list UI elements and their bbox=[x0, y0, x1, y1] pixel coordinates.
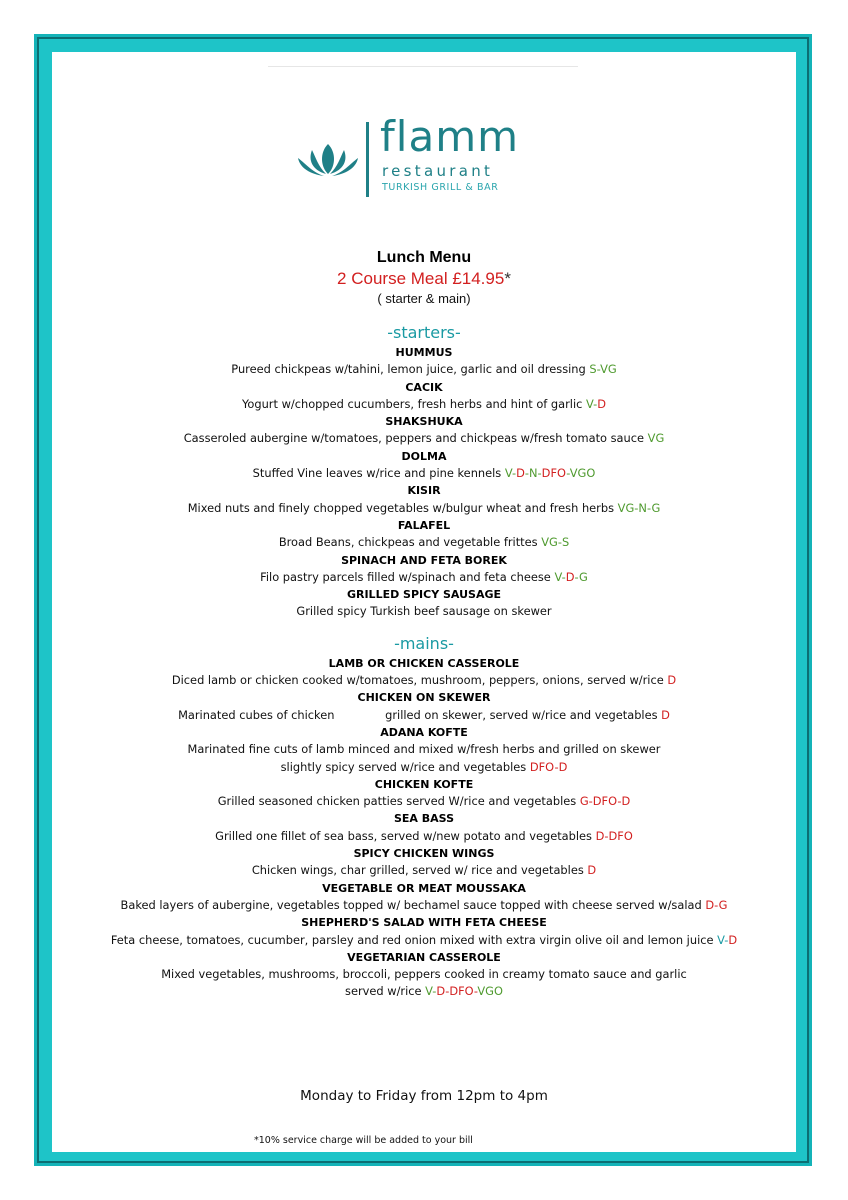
service-charge-note: *10% service charge will be added to your bill bbox=[254, 1135, 473, 1146]
dietary-code: D bbox=[661, 707, 670, 722]
dietary-code: - bbox=[596, 362, 601, 377]
dietary-code: - bbox=[524, 466, 530, 481]
dietary-code: - bbox=[511, 466, 517, 481]
logo-subtitle: TURKISH GRILL & BAR bbox=[382, 182, 499, 193]
dietary-code: DFO bbox=[529, 759, 555, 774]
dietary-code: DFO bbox=[608, 828, 633, 843]
dietary-code: N bbox=[638, 500, 647, 515]
menu-subtitle: ( starter & main) bbox=[377, 291, 471, 306]
menu-item-description bbox=[52, 897, 796, 914]
description-text: served w/rice bbox=[345, 984, 426, 999]
menu-item-name: HUMMUS bbox=[395, 346, 453, 359]
dietary-code: S bbox=[589, 362, 597, 377]
dietary-code: N bbox=[529, 466, 538, 481]
description-text: Grilled one fillet of sea bass, served w/new potato and vegetables bbox=[215, 828, 596, 843]
menu-item-description bbox=[52, 603, 796, 620]
dietary-code: G bbox=[651, 500, 661, 515]
dietary-code: - bbox=[646, 500, 652, 515]
menu-title: Lunch Menu bbox=[376, 249, 472, 266]
dietary-code: VG bbox=[541, 535, 558, 550]
menu-item-name: FALAFEL bbox=[397, 518, 451, 532]
description-text: Chicken wings, char grilled, served w/ rice and vegetables bbox=[251, 863, 588, 878]
menu-item-description bbox=[52, 534, 796, 551]
description-text: Grilled seasoned chicken patties served W/rice and vegetables bbox=[217, 794, 580, 809]
dietary-code: - bbox=[445, 984, 450, 999]
description-text: Diced lamb or chicken cooked w/tomatoes, mushroom, peppers, onions, served w/rice bbox=[171, 673, 668, 688]
description-text: Stuffed Vine leaves w/rice and pine kennels bbox=[252, 466, 505, 481]
price-text: 2 Course Meal £14.95 bbox=[337, 269, 505, 288]
dietary-code: D bbox=[516, 466, 525, 481]
menu-item-description bbox=[52, 707, 796, 724]
dietary-code: V bbox=[586, 396, 594, 411]
description-text: slightly spicy served w/rice and vegetables bbox=[280, 759, 530, 774]
dietary-code: DFO bbox=[592, 794, 618, 809]
dietary-code: VGO bbox=[569, 466, 596, 481]
dietary-code: D bbox=[436, 984, 446, 999]
menu-price bbox=[52, 268, 796, 290]
menu-item-name: DOLMA bbox=[401, 449, 447, 463]
dietary-code: D bbox=[597, 396, 607, 411]
menu-item-description bbox=[52, 741, 796, 758]
dietary-code: - bbox=[588, 794, 593, 809]
description-text: Baked layers of aubergine, vegetables topped w/ bechamel sauce topped with cheese served w/salad bbox=[120, 897, 706, 912]
menu-item-name: SPICY CHICKEN WINGS bbox=[353, 847, 495, 861]
dietary-code: G bbox=[579, 794, 589, 809]
menu-item-name: CHICKEN KOFTE bbox=[374, 777, 474, 791]
dietary-code: - bbox=[634, 500, 639, 515]
menu-item-description bbox=[52, 396, 796, 413]
menu-item-description bbox=[52, 828, 796, 845]
dietary-code: - bbox=[557, 535, 562, 550]
dietary-code: D bbox=[595, 828, 605, 843]
menu-item-description bbox=[52, 465, 796, 482]
dietary-code: DFO bbox=[541, 466, 567, 481]
dietary-code: D bbox=[621, 794, 631, 809]
description-text: Marinated fine cuts of lamb minced and mixed w/fresh herbs and grilled on skewer bbox=[187, 742, 661, 757]
dietary-code: D bbox=[587, 863, 597, 878]
menu-item-name: CHICKEN ON SKEWER bbox=[357, 691, 491, 705]
starters-list bbox=[52, 344, 796, 621]
dietary-code: - bbox=[724, 932, 729, 947]
dietary-code: VG bbox=[600, 362, 617, 377]
menu-item-description bbox=[52, 966, 796, 983]
opening-hours: Monday to Friday from 12pm to 4pm bbox=[300, 1088, 548, 1104]
menu-item-description bbox=[52, 569, 796, 586]
dietary-code: D bbox=[705, 897, 715, 912]
mains-list bbox=[52, 655, 796, 1001]
description-text: Mixed vegetables, mushrooms, broccoli, peppers cooked in creamy tomato sauce and garlic bbox=[161, 967, 687, 982]
dietary-code: D bbox=[667, 673, 677, 688]
dietary-code: V bbox=[504, 466, 512, 481]
dietary-code: D bbox=[565, 569, 575, 584]
dietary-code: - bbox=[593, 396, 598, 411]
menu-item-description-line2 bbox=[52, 983, 796, 1000]
menu-item-name: SEA BASS bbox=[393, 812, 455, 826]
menu-item-description bbox=[52, 672, 796, 689]
logo-tagline: restaurant bbox=[382, 162, 494, 180]
dietary-code: G bbox=[718, 897, 728, 912]
dietary-code: - bbox=[537, 466, 542, 481]
menu-item-description bbox=[52, 793, 796, 810]
menu-item-name: LAMB OR CHICKEN CASSEROLE bbox=[328, 656, 520, 670]
dietary-code: - bbox=[566, 466, 570, 481]
mains-heading: -mains- bbox=[394, 633, 454, 653]
menu-item-name: GRILLED SPICY SAUSAGE bbox=[346, 588, 502, 602]
description-text: Filo pastry parcels filled w/spinach and feta cheese bbox=[260, 569, 555, 584]
menu-item-name: CACIK bbox=[405, 380, 443, 394]
dietary-code: D bbox=[558, 759, 568, 774]
menu-item-description bbox=[52, 430, 796, 447]
menu-item-name: VEGETABLE OR MEAT MOUSSAKA bbox=[322, 881, 526, 895]
menu-item-description bbox=[52, 862, 796, 879]
dietary-code: V bbox=[425, 984, 433, 999]
menu-item-description-line2 bbox=[52, 759, 796, 776]
menu-item-name: SPINACH AND FETA BOREK bbox=[341, 553, 507, 567]
logo-divider bbox=[366, 122, 369, 197]
menu-item-description bbox=[52, 500, 796, 517]
description-text: Yogurt w/chopped cucumbers, fresh herbs and hint of garlic bbox=[241, 396, 587, 411]
top-divider bbox=[268, 66, 578, 67]
dietary-code: S bbox=[561, 535, 570, 550]
menu-item-name: KISIR bbox=[407, 484, 441, 498]
dietary-code: VG bbox=[647, 431, 665, 446]
menu-item-name: ADANA KOFTE bbox=[380, 725, 468, 739]
dietary-code: - bbox=[714, 897, 719, 912]
dietary-code: - bbox=[473, 984, 478, 999]
restaurant-logo bbox=[296, 112, 566, 202]
description-text: Feta cheese, tomatoes, cucumber, parsley and red onion mixed with extra virgin olive oil and lemon juice bbox=[110, 932, 718, 947]
dietary-code: - bbox=[561, 569, 566, 584]
price-asterisk: * bbox=[504, 269, 511, 288]
description-text: Casseroled aubergine w/tomatoes, peppers and chickpeas w/fresh tomato sauce bbox=[183, 431, 648, 446]
dietary-code: - bbox=[617, 794, 622, 809]
description-text: Broad Beans, chickpeas and vegetable frittes bbox=[278, 535, 542, 550]
logo-name: flamm bbox=[380, 112, 520, 161]
starters-heading: -starters- bbox=[387, 323, 461, 342]
description-text: Mixed nuts and finely chopped vegetables w/bulgur wheat and fresh herbs bbox=[187, 500, 618, 515]
description-text: Pureed chickpeas w/tahini, lemon juice, garlic and oil dressing bbox=[231, 362, 590, 377]
dietary-code: D bbox=[728, 932, 738, 947]
menu-item-name: SHAKSHUKA bbox=[385, 415, 463, 429]
menu-content bbox=[52, 248, 796, 1001]
menu-item-name: SHEPHERD'S SALAD WITH FETA CHEESE bbox=[301, 916, 547, 930]
lotus-icon bbox=[296, 136, 360, 188]
description-text: Marinated cubes of chicken grilled on skewer, served w/rice and vegetables bbox=[178, 707, 662, 722]
description-text: Grilled spicy Turkish beef sausage on skewer bbox=[296, 604, 552, 619]
dietary-code: V bbox=[717, 932, 725, 947]
dietary-code: VG bbox=[617, 500, 635, 515]
dietary-code: V bbox=[554, 569, 562, 584]
dietary-code: - bbox=[432, 984, 437, 999]
dietary-code: - bbox=[554, 759, 559, 774]
dietary-code: G bbox=[579, 569, 588, 584]
dietary-code: DFO bbox=[449, 984, 474, 999]
menu-item-description bbox=[52, 361, 796, 378]
menu-item-name: VEGETARIAN CASSEROLE bbox=[347, 950, 501, 964]
dietary-code: VGO bbox=[477, 984, 503, 999]
menu-item-description bbox=[52, 932, 796, 949]
dietary-code: - bbox=[574, 569, 579, 584]
dietary-code: - bbox=[604, 828, 609, 843]
